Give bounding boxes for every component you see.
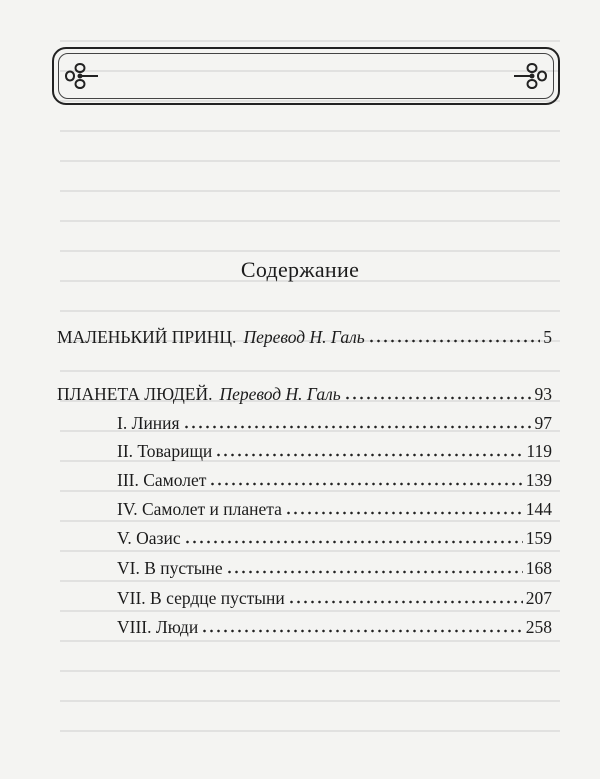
- toc-chapter-8[interactable]: [117, 617, 552, 638]
- leader-dots: [209, 482, 522, 486]
- chapter-page: 144: [525, 499, 552, 519]
- chapter-title: II. Товарищи: [117, 441, 213, 461]
- chapter-title: V. Оазис: [117, 528, 181, 548]
- toc-entry-little-prince[interactable]: [57, 327, 552, 348]
- ornamental-header-frame: [52, 47, 560, 105]
- toc-chapter-7[interactable]: [117, 588, 552, 609]
- entry-page: 93: [534, 384, 552, 404]
- toc-chapter-2[interactable]: [117, 441, 552, 462]
- leader-dots: [215, 453, 523, 457]
- toc-chapter-1[interactable]: [117, 413, 552, 434]
- chapter-title: I. Линия: [117, 413, 180, 433]
- leader-dots: [285, 511, 523, 515]
- entry-page: 5: [543, 327, 552, 347]
- toc-heading: Содержание: [240, 257, 360, 282]
- leader-dots: [201, 629, 523, 633]
- chapter-page: 168: [525, 558, 552, 578]
- chapter-title: III. Самолет: [117, 470, 207, 490]
- leader-dots: [184, 540, 523, 544]
- entry-translator: Перевод Н. Галь: [243, 327, 365, 347]
- ornament-right-icon: [512, 60, 552, 92]
- bleed-through-texture: [60, 40, 560, 770]
- chapter-title: VI. В пустыне: [117, 558, 223, 578]
- toc-entry-planet-of-people[interactable]: [57, 384, 552, 405]
- toc-chapter-6[interactable]: [117, 558, 552, 579]
- toc-chapter-4[interactable]: [117, 499, 552, 520]
- entry-title: ПЛАНЕТА ЛЮДЕЙ.: [57, 384, 213, 404]
- leader-dots: [288, 600, 523, 604]
- toc-chapter-5[interactable]: [117, 528, 552, 549]
- chapter-page: 258: [525, 617, 552, 637]
- chapter-page: 97: [534, 413, 552, 433]
- leader-dots: [344, 396, 532, 400]
- chapter-page: 139: [525, 470, 552, 490]
- chapter-title: VII. В сердце пустыни: [117, 588, 285, 608]
- chapter-title: VIII. Люди: [117, 617, 199, 637]
- toc-chapter-3[interactable]: [117, 470, 552, 491]
- chapter-page: 159: [525, 528, 552, 548]
- leader-dots: [226, 570, 523, 574]
- ornament-left-icon: [60, 60, 100, 92]
- leader-dots: [183, 425, 532, 429]
- chapter-page: 207: [525, 588, 552, 608]
- chapter-page: 119: [526, 441, 552, 461]
- leader-dots: [368, 339, 541, 343]
- entry-translator: Перевод Н. Галь: [219, 384, 341, 404]
- entry-title: МАЛЕНЬКИЙ ПРИНЦ.: [57, 327, 237, 347]
- chapter-title: IV. Самолет и планета: [117, 499, 282, 519]
